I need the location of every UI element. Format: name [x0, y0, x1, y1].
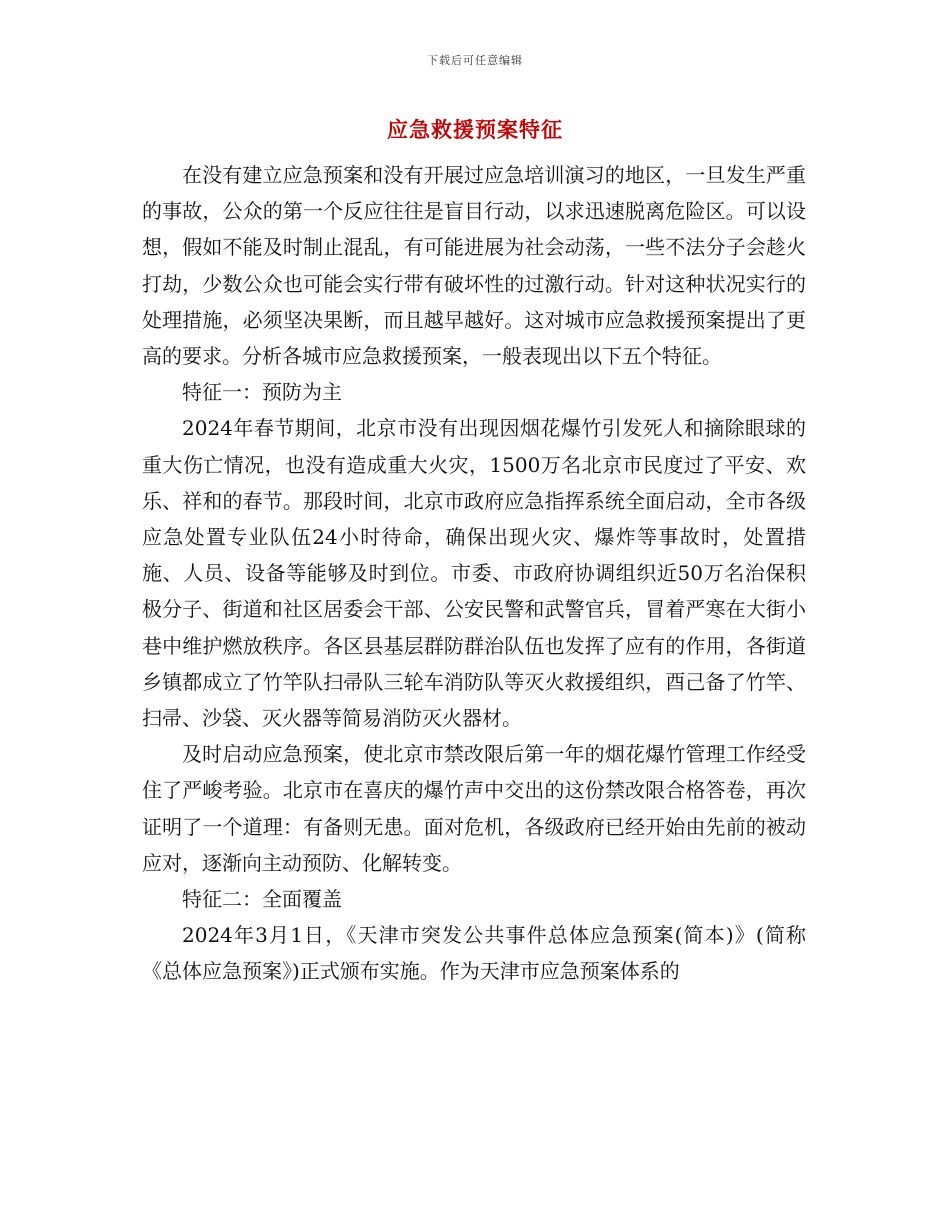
paragraph-beijing-spring-festival: 2024年春节期间，北京市没有出现因烟花爆竹引发死人和摘除眼球的重大伤亡情况，也没有造成重大火灾，1500万名北京市民度过了平安、欢乐、祥和的春节。那段时间，北京市政府应急指挥系统全面启动，全市各级应急处置专业队伍24小时待命，确保出现火灾、爆炸等事故时，处置措施、人员、设备等能够及时到位。市委、市政府协调组织近50万名治保积极分子、街道和社区居委会干部、公安民警和武警官兵，冒着严寒在大街小巷中维护燃放秩序。各区县基层群防群治队伍也发挥了应有的作用，各街道乡镇都成立了竹竿队扫帚队三轮车消防队等灭火救援组织，酉己备了竹竿、扫帚、沙袋、灭火器等简易消防灭火器材。 — [142, 416, 806, 731]
document-body — [142, 157, 806, 990]
paragraph-tianjin-plan: 2024年3月1日，《天津市突发公共事件总体应急预案(简本)》(简称《总体应急预案》)正式颁布实施。作为天津市应急预案体系的 — [142, 923, 806, 984]
document-title: 应急救援预案特征 — [387, 117, 563, 142]
header-note: 下载后可任意编辑 — [427, 54, 523, 67]
paragraph-beijing-conclusion: 及时启动应急预案，使北京市禁改限后第一年的烟花爆竹管理工作经受住了严峻考验。北京市在喜庆的爆竹声中交出的这份禁改限合格答卷，再次证明了一个道理：有备则无患。面对危机，各级政府已经开始由先前的被动应对，逐渐向主动预防、化解转变。 — [142, 742, 806, 875]
paragraph-intro: 在没有建立应急预案和没有开展过应急培训演习的地区，一旦发生严重的事故，公众的第一个反应往往是盲目行动，以求迅速脱离危险区。可以设想，假如不能及时制止混乱，有可能进展为社会动荡，一些不法分子会趁火打劫，少数公众也可能会实行带有破坏性的过激行动。针对这种状况实行的处理措施，必须坚决果断，而且越早越好。这对城市应急救援预案提出了更高的要求。分析各城市应急救援预案，一般表现出以下五个特征。 — [142, 163, 806, 369]
section-heading-feature-one: 特征一：预防为主 — [182, 380, 342, 405]
section-heading-feature-two: 特征二：全面覆盖 — [182, 887, 342, 912]
